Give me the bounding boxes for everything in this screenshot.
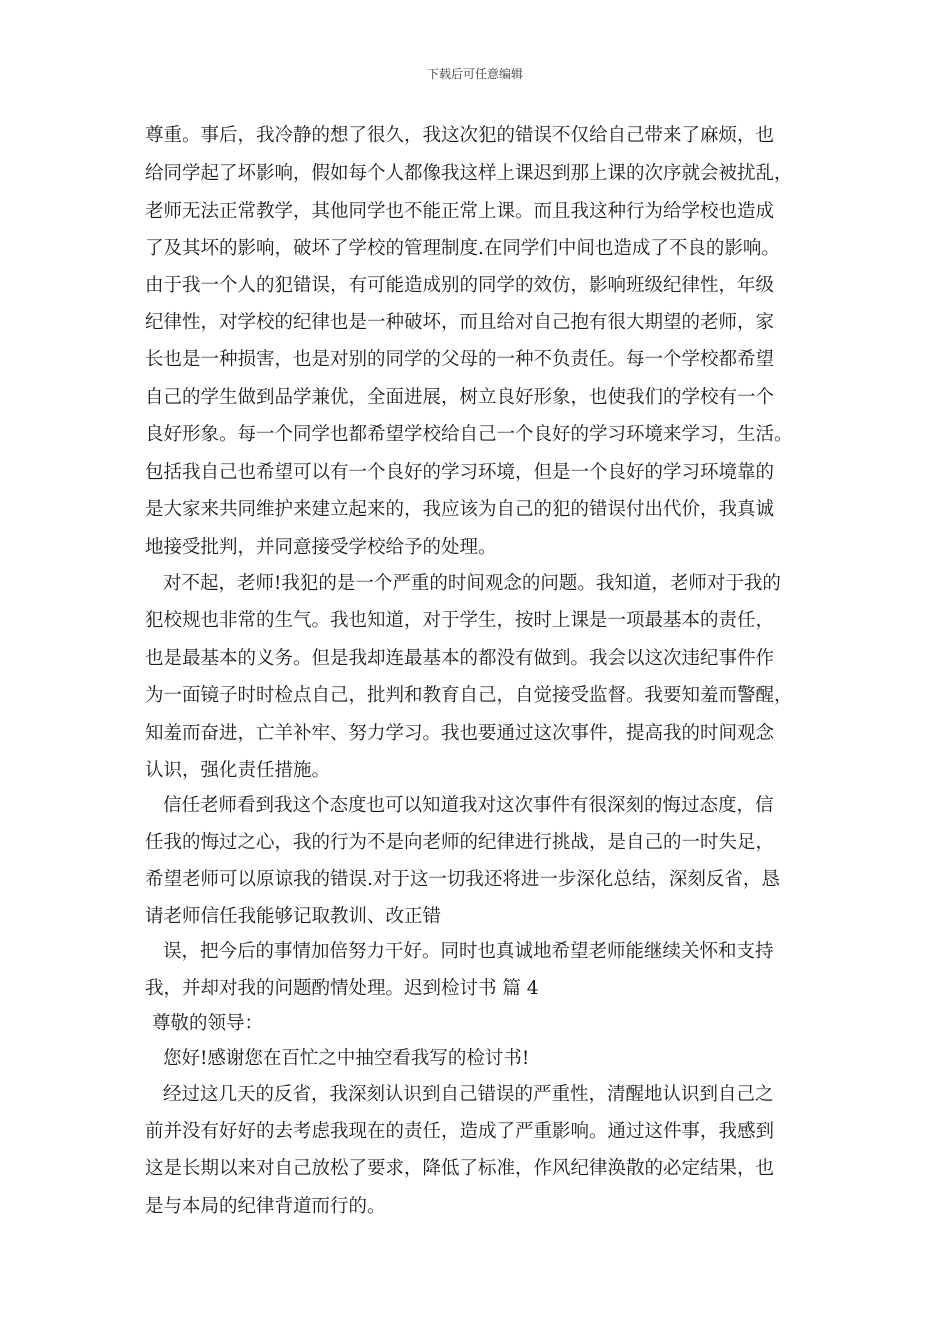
paragraph-start-line: 误，把今后的事情加倍努力干好。同时也真诚地希望老师能继续关怀和支持 [163, 941, 774, 962]
body-line: 自己的学生做到品学兼优，全面进展，树立良好形象，也使我们的学校有一个 [145, 387, 775, 408]
salutation-line: 尊敬的领导： [152, 1013, 264, 1034]
body-line: 我，并却对我的问题酌情处理。迟到检讨书 篇 4 [145, 978, 539, 999]
greeting-line: 您好!感谢您在百忙之中抽空看我写的检讨书! [163, 1048, 530, 1069]
body-line: 希望老师可以原谅我的错误.对于这一切我还将进一步深化总结，深刻反省，恳 [145, 869, 780, 890]
page-header: 下载后可任意编辑 [426, 67, 523, 81]
body-line: 前并没有好好的去考虑我现在的责任，造成了严重影响。通过这件事，我感到 [145, 1121, 775, 1142]
body-line: 地接受批判，并同意接受学校给予的处理。 [145, 537, 497, 558]
body-line: 这是长期以来对自己放松了要求，降低了标准，作风纪律涣散的必定结果，也 [145, 1158, 775, 1179]
body-line: 任我的悔过之心，我的行为不是向老师的纪律进行挑战，是自己的一时失足， [145, 832, 775, 853]
body-line: 是与本局的纪律背道而行的。 [145, 1196, 386, 1217]
body-line: 请老师信任我能够记取教训、改正错 [145, 906, 442, 927]
body-line: 长也是一种损害，也是对别的同学的父母的一种不负责任。每一个学校都希望 [145, 349, 775, 370]
paragraph-start-line: 对不起，老师!我犯的是一个严重的时间观念的问题。我知道，老师对于我的 [163, 573, 781, 594]
paragraph-start-line: 信任老师看到我这个态度也可以知道我对这次事件有很深刻的悔过态度，信 [163, 795, 774, 816]
body-line: 是大家来共同维护来建立起来的，我应该为自己的犯的错误付出代价，我真诚 [145, 499, 775, 520]
body-line: 知羞而奋进，亡羊补牢、努力学习。我也要通过这次事件，提高我的时间观念 [145, 723, 775, 744]
body-line: 包括我自己也希望可以有一个良好的学习环境，但是一个良好的学习环境靠的 [145, 462, 775, 483]
paragraph-start-line: 经过这几天的反省，我深刻认识到自己错误的严重性，清醒地认识到自己之 [163, 1084, 774, 1105]
body-line: 给同学起了坏影响，假如每个人都像我这样上课迟到那上课的次序就会被扰乱， [145, 163, 793, 184]
body-line: 犯校规也非常的生气。我也知道，对于学生，按时上课是一项最基本的责任， [145, 610, 775, 631]
body-line: 由于我一个人的犯错误，有可能造成别的同学的效仿，影响班级纪律性，年级 [145, 275, 775, 296]
body-line: 了及其坏的影响，破坏了学校的管理制度.在同学们中间也造成了不良的影响。 [145, 238, 780, 259]
body-line: 纪律性，对学校的纪律也是一种破坏，而且给对自己抱有很大期望的老师，家 [145, 312, 775, 333]
body-line: 良好形象。每一个同学也都希望学校给自己一个良好的学习环境来学习，生活。 [145, 424, 793, 445]
body-line: 为一面镜子时时检点自己，批判和教育自己，自觉接受监督。我要知羞而警醒， [145, 685, 793, 706]
body-line: 老师无法正常教学，其他同学也不能正常上课。而且我这种行为给学校也造成 [145, 201, 775, 222]
body-line: 也是最基本的义务。但是我却连最基本的都没有做到。我会以这次违纪事件作 [145, 648, 775, 669]
body-line: 尊重。事后，我冷静的想了很久，我这次犯的错误不仅给自己带来了麻烦，也 [145, 125, 775, 146]
body-line: 认识，强化责任措施。 [145, 760, 331, 781]
